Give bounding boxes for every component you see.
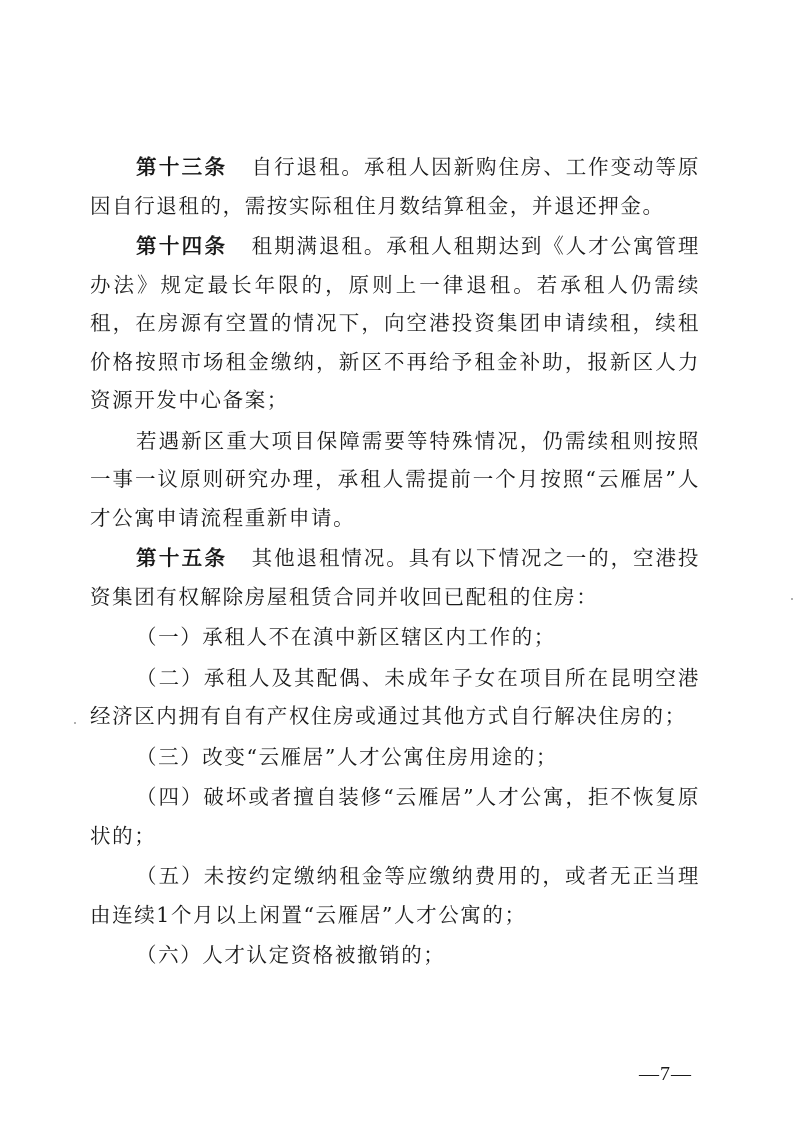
page-number: —7— xyxy=(639,1063,692,1085)
article-15-item: （四）破坏或者擅自装修“云雁居”人才公寓，拒不恢复原状的； xyxy=(90,785,700,848)
article-13 xyxy=(90,148,700,225)
article-14 xyxy=(90,227,700,420)
article-14-body: 。承租人租期达到《人才公寓管理办法》规定最长年限的，原则上一律退租。若承租人仍需续租，在房源有空置的情况下，向空港投资集团申请续租，续租价格按照市场租金缴纳，新区不再给予租金补助，报新区人力资源开发中心备案； xyxy=(90,234,701,412)
article-13-heading: 第十三条 xyxy=(136,155,228,179)
article-15 xyxy=(90,539,700,616)
document-body xyxy=(90,148,700,975)
article-15-body: 。具有以下情况之一的，空港投资集团有权解除房屋租赁合同并收回已配租的住房： xyxy=(90,546,701,609)
article-14-title: 租期满退租 xyxy=(251,234,364,258)
article-15-item: （二）承租人及其配偶、未成年子女在项目所在昆明空港经济区内拥有自有产权住房或通过其他方式自行解决住房的； xyxy=(90,665,700,728)
article-15-item: （五）未按约定缴纳租金等应缴纳费用的，或者无正当理由连续1个月以上闲置“云雁居”人才公寓的； xyxy=(90,864,700,927)
article-15-heading: 第十五条 xyxy=(136,546,228,570)
scan-speck xyxy=(74,722,76,724)
scan-speck xyxy=(791,598,793,600)
article-14-paragraph-2: 若遇新区重大项目保障需要等特殊情况，仍需续租则按照一事一议原则研究办理，承租人需提前一个月按照“云雁居”人才公寓申请流程重新申请。 xyxy=(90,428,700,530)
article-15-title: 其他退租情况 xyxy=(251,546,387,570)
article-13-title: 自行退租 xyxy=(251,155,342,179)
article-15-item: （一）承租人不在滇中新区辖区内工作的； xyxy=(136,625,556,649)
article-15-item: （六）人才认定资格被撤销的； xyxy=(136,943,446,967)
article-14-heading: 第十四条 xyxy=(136,234,228,258)
article-15-item: （三）改变“云雁居”人才公寓住房用途的； xyxy=(136,744,558,769)
article-13-body: 。承租人因新购住房、工作变动等原因自行退租的，需按实际租住月数结算租金，并退还押金。 xyxy=(90,155,701,218)
